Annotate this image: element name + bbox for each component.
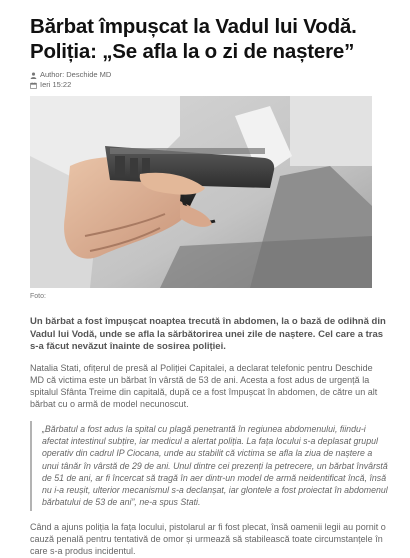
author-row (30, 70, 388, 80)
hero-photo (30, 96, 372, 288)
author-label[interactable]: Author: Deschide MD (40, 70, 112, 79)
calendar-icon (30, 82, 37, 89)
publish-time: Ieri 15:22 (40, 80, 72, 89)
article-lead: Un bărbat a fost împușcat noaptea trecută în abdomen, la o bază de odihnă din Vadul lui Vodă, unde se afla la sărbătorirea unei zile de naștere. Cel care a tras s-a făcut nevăzut înainte de sosirea poliției. (30, 316, 386, 352)
article-paragraph-1: Natalia Stati, ofițerul de presă al Poliției Capitalei, a declarat telefonic pentru Deschide MD că victima este un bărbat în vârstă de 53 de ani. Acesta a fost adus de urgență la spitalul Sfânta Treime din capitală, după ce a fost împușcat în abdomen, de către un alt bărbat cu o armă de model necunoscut. (30, 362, 378, 410)
photo-caption: Foto: (30, 293, 46, 300)
time-row (30, 80, 388, 90)
article-title: Bărbat împușcat la Vadul lui Vodă. Poliția: „Se afla la o zi de naștere” (30, 15, 357, 63)
article-meta (30, 70, 388, 90)
hand-holding-pistol-photo (30, 96, 372, 288)
article-paragraph-2: Când a ajuns poliția la fața locului, pistolarul ar fi fost plecat, însă oamenii legii au pornit o cauză penală pentru tentativă de omor și urmează să stabilească toate circumstanțele în care s-a produs incidentul. (30, 521, 386, 557)
article-quote: „Bărbatul a fost adus la spital cu plagă penetrantă în regiunea abdomenului, fiindu-i afectat intestinul subțire, iar medicul a alertat poliția. La fața locului s-a deplasat grupul operativ din cadrul IP Ciocana, unde au stabilit că victima se afla la ziua de naștere a unui tânăr în vârstă de 29 de ani. Unul dintre cei prezenți la petrecere, un bărbat învârstă de 51 de ani, ar fi încercat să tragă în aer dintr-un model de armă neidentificat încă, însă nu i-a reușit, ulterior mecanismul s-a declanșat, iar glontele a fost proiectat în abdomenul bărbatului de 53 de ani”, ne-a spus Stati. (30, 421, 388, 511)
user-icon (30, 72, 37, 79)
